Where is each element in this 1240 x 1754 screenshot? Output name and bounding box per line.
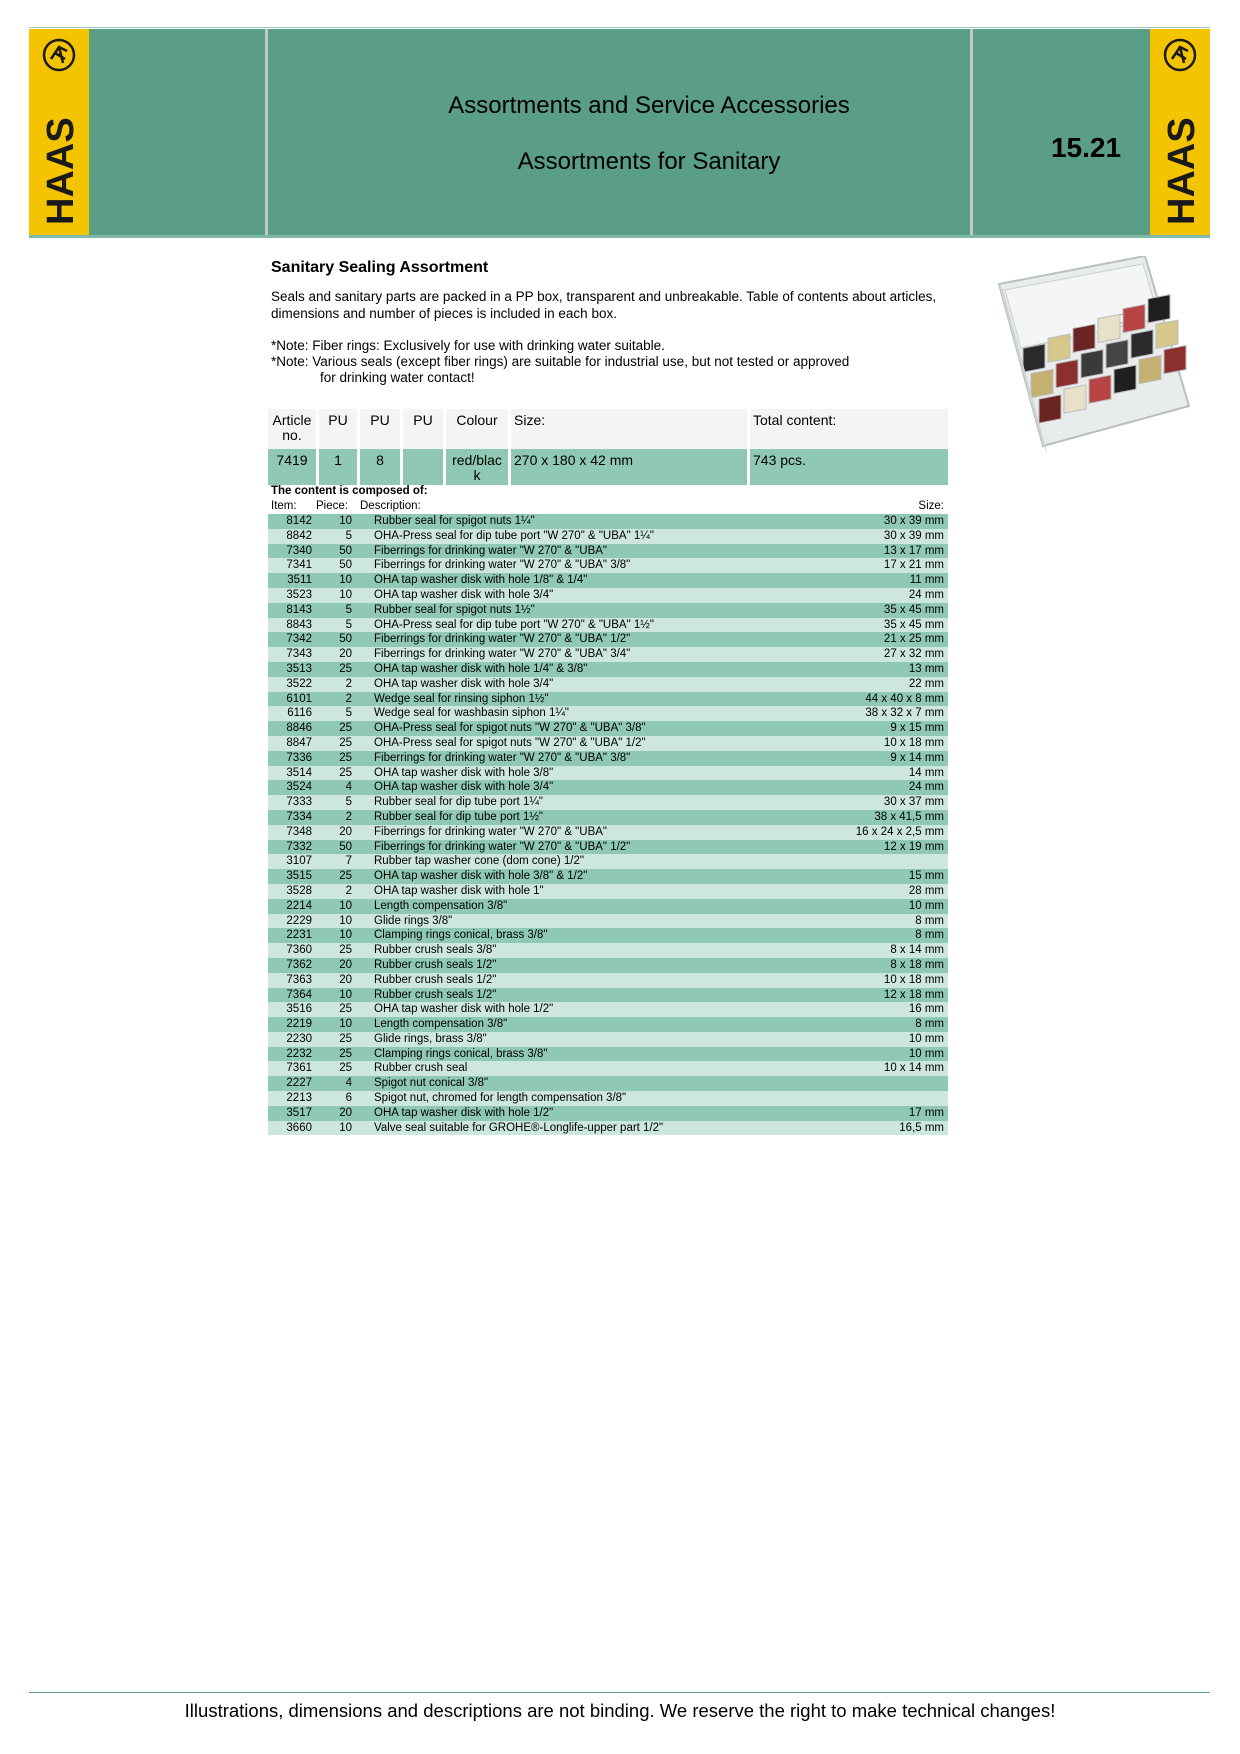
item-description: Rubber crush seals 1/2" [352, 958, 812, 973]
item-description: Rubber seal for dip tube port 1½" [352, 810, 812, 825]
item-size [812, 854, 948, 869]
table-row [268, 751, 948, 766]
table-row [268, 618, 948, 633]
table-row [268, 736, 948, 751]
piece-count: 4 [312, 780, 352, 795]
item-description: OHA tap washer disk with hole 3/4" [352, 780, 812, 795]
table-row [268, 825, 948, 840]
item-description: Spigot nut, chromed for length compensation 3/8" [352, 1091, 812, 1106]
header-pu: PU [319, 409, 360, 449]
item-description: Fiberrings for drinking water "W 270" & "UBA" [352, 544, 812, 559]
pu-value [403, 449, 446, 485]
item-description: Rubber seal for dip tube port 1¼" [352, 795, 812, 810]
header-pu: PU [403, 409, 446, 449]
piece-count: 10 [312, 573, 352, 588]
piece-count: 20 [312, 825, 352, 840]
item-number: 2229 [268, 914, 312, 929]
item-description: Rubber crush seals 1/2" [352, 988, 812, 1003]
box-compartment [1131, 330, 1153, 358]
item-number: 2219 [268, 1017, 312, 1032]
item-size: 35 x 45 mm [812, 618, 948, 633]
header-description: Description: [360, 500, 421, 512]
piece-count: 5 [312, 529, 352, 544]
item-description: Rubber crush seals 3/8" [352, 943, 812, 958]
piece-count: 10 [312, 928, 352, 943]
item-description: Rubber tap washer cone (dom cone) 1/2" [352, 854, 812, 869]
section-subtitle: Assortments for Sanitary [517, 148, 781, 175]
assortment-box-image [993, 256, 1191, 456]
item-description: OHA tap washer disk with hole 1/2" [352, 1002, 812, 1017]
piece-count: 20 [312, 958, 352, 973]
item-size: 10 mm [812, 1032, 948, 1047]
item-size [812, 1076, 948, 1091]
item-description: OHA tap washer disk with hole 1/4" & 3/8" [352, 662, 812, 677]
item-description: OHA-Press seal for dip tube port "W 270" & "UBA" 1¼" [352, 529, 812, 544]
item-description: Spigot nut conical 3/8" [352, 1076, 812, 1091]
item-description: OHA-Press seal for spigot nuts "W 270" & "UBA" 3/8" [352, 721, 812, 736]
item-number: 3528 [268, 884, 312, 899]
item-size: 17 x 21 mm [812, 558, 948, 573]
item-description: OHA tap washer disk with hole 1/8" & 1/4" [352, 573, 812, 588]
item-description: OHA tap washer disk with hole 3/8" & 1/2" [352, 869, 812, 884]
table-row [268, 706, 948, 721]
box-compartment [1098, 314, 1120, 342]
page-header [29, 29, 1210, 237]
item-number: 3513 [268, 662, 312, 677]
item-size: 16,5 mm [812, 1121, 948, 1136]
item-size: 12 x 19 mm [812, 840, 948, 855]
table-row [268, 854, 948, 869]
piece-count: 10 [312, 988, 352, 1003]
piece-count: 10 [312, 588, 352, 603]
item-number: 7341 [268, 558, 312, 573]
piece-count: 25 [312, 1047, 352, 1062]
item-size: 17 mm [812, 1106, 948, 1121]
piece-count: 5 [312, 795, 352, 810]
item-description: OHA tap washer disk with hole 3/8" [352, 766, 812, 781]
item-number: 3660 [268, 1121, 312, 1136]
header-underline [29, 235, 1210, 238]
product-description: Seals and sanitary parts are packed in a PP box, transparent and unbreakable. Table of contents about articles, dimensions and number of pieces is included in each box. [271, 289, 937, 321]
note-various-seals: *Note: Various seals (except fiber rings) are suitable for industrial use, but not tested or approved [271, 354, 850, 369]
item-description: Fiberrings for drinking water "W 270" & "UBA" 3/4" [352, 647, 812, 662]
item-number: 2232 [268, 1047, 312, 1062]
item-description: Fiberrings for drinking water "W 270" & "UBA" 3/8" [352, 558, 812, 573]
piece-count: 25 [312, 662, 352, 677]
item-size: 11 mm [812, 573, 948, 588]
item-size: 28 mm [812, 884, 948, 899]
piece-count: 5 [312, 706, 352, 721]
piece-count: 50 [312, 840, 352, 855]
item-description: OHA tap washer disk with hole 1/2" [352, 1106, 812, 1121]
table-row [268, 1002, 948, 1017]
item-description: Length compensation 3/8" [352, 899, 812, 914]
header-total-content: Total content: [750, 409, 948, 449]
table-row [268, 1032, 948, 1047]
item-description: Clamping rings conical, brass 3/8" [352, 1047, 812, 1062]
item-size: 24 mm [812, 588, 948, 603]
box-compartment [1056, 359, 1078, 387]
item-size: 9 x 14 mm [812, 751, 948, 766]
item-number: 8142 [268, 514, 312, 529]
item-number: 3516 [268, 1002, 312, 1017]
footer-rule [29, 1692, 1210, 1693]
item-description: Rubber crush seals 1/2" [352, 973, 812, 988]
table-row [268, 810, 948, 825]
box-compartment [1148, 295, 1170, 323]
item-size: 10 x 14 mm [812, 1061, 948, 1076]
item-number: 7342 [268, 632, 312, 647]
piece-count: 25 [312, 736, 352, 751]
item-description: Fiberrings for drinking water "W 270" & "UBA" 1/2" [352, 632, 812, 647]
item-description: OHA tap washer disk with hole 1" [352, 884, 812, 899]
item-description: Rubber seal for spigot nuts 1½" [352, 603, 812, 618]
piece-count: 2 [312, 810, 352, 825]
section-title: Assortments and Service Accessories [448, 92, 850, 119]
piece-count: 10 [312, 1121, 352, 1136]
item-size: 13 mm [812, 662, 948, 677]
item-description: Length compensation 3/8" [352, 1017, 812, 1032]
item-number: 6116 [268, 706, 312, 721]
header-item: Item: [271, 500, 297, 512]
item-size: 21 x 25 mm [812, 632, 948, 647]
piece-count: 25 [312, 766, 352, 781]
table-row [268, 514, 948, 529]
article-row [268, 449, 948, 485]
contents-table [268, 514, 948, 1135]
top-rule [29, 27, 1210, 28]
box-compartment [1114, 365, 1136, 393]
table-row [268, 677, 948, 692]
item-size: 22 mm [812, 677, 948, 692]
table-row [268, 529, 948, 544]
item-description: Fiberrings for drinking water "W 270" & "UBA" 1/2" [352, 840, 812, 855]
item-size: 35 x 45 mm [812, 603, 948, 618]
piece-count: 50 [312, 632, 352, 647]
item-size: 27 x 32 mm [812, 647, 948, 662]
table-row [268, 544, 948, 559]
item-number: 2230 [268, 1032, 312, 1047]
item-number: 6101 [268, 692, 312, 707]
table-row [268, 795, 948, 810]
piece-count: 10 [312, 899, 352, 914]
item-number: 2227 [268, 1076, 312, 1091]
product-title: Sanitary Sealing Assortment [271, 259, 489, 276]
table-row [268, 973, 948, 988]
item-size: 10 x 18 mm [812, 973, 948, 988]
haas-logo-left [29, 29, 89, 237]
item-number: 2231 [268, 928, 312, 943]
item-number: 7361 [268, 1061, 312, 1076]
piece-count: 25 [312, 721, 352, 736]
item-description: OHA-Press seal for dip tube port "W 270" & "UBA" 1½" [352, 618, 812, 633]
piece-count: 10 [312, 914, 352, 929]
item-size: 30 x 39 mm [812, 514, 948, 529]
item-size: 8 mm [812, 928, 948, 943]
table-row [268, 1017, 948, 1032]
logo-text: HAAS [40, 117, 82, 225]
item-size: 16 mm [812, 1002, 948, 1017]
box-compartment [1073, 324, 1095, 352]
table-row [268, 884, 948, 899]
piece-count: 2 [312, 677, 352, 692]
piece-count: 6 [312, 1091, 352, 1106]
item-description: Glide rings, brass 3/8" [352, 1032, 812, 1047]
item-number: 8843 [268, 618, 312, 633]
article-table [268, 409, 948, 485]
item-description: Clamping rings conical, brass 3/8" [352, 928, 812, 943]
note-various-seals-cont: for drinking water contact! [320, 370, 475, 385]
item-size: 38 x 32 x 7 mm [812, 706, 948, 721]
table-row [268, 869, 948, 884]
piece-count: 25 [312, 751, 352, 766]
item-number: 3524 [268, 780, 312, 795]
item-description: OHA tap washer disk with hole 3/4" [352, 588, 812, 603]
item-description: Rubber crush seal [352, 1061, 812, 1076]
size-value: 270 x 180 x 42 mm [511, 449, 750, 485]
header-divider [265, 29, 268, 237]
article-no: 7419 [268, 449, 319, 485]
box-compartment [1023, 344, 1045, 372]
item-number: 3522 [268, 677, 312, 692]
piece-count: 20 [312, 1106, 352, 1121]
article-table-header [268, 409, 948, 449]
table-row [268, 914, 948, 929]
table-row [268, 1061, 948, 1076]
logo-text: HAAS [1161, 117, 1203, 225]
table-row [268, 721, 948, 736]
box-compartment [1123, 304, 1145, 332]
piece-count: 50 [312, 558, 352, 573]
piece-count: 25 [312, 943, 352, 958]
table-row [268, 647, 948, 662]
piece-count: 2 [312, 692, 352, 707]
piece-count: 5 [312, 618, 352, 633]
item-size: 8 x 18 mm [812, 958, 948, 973]
item-number: 2213 [268, 1091, 312, 1106]
table-row [268, 692, 948, 707]
piece-count: 2 [312, 884, 352, 899]
item-number: 7343 [268, 647, 312, 662]
item-size: 16 x 24 x 2,5 mm [812, 825, 948, 840]
item-number: 7362 [268, 958, 312, 973]
piece-count: 10 [312, 514, 352, 529]
piece-count: 50 [312, 544, 352, 559]
box-compartment [1156, 320, 1178, 348]
header-divider [970, 29, 973, 237]
item-size: 15 mm [812, 869, 948, 884]
item-size: 8 mm [812, 914, 948, 929]
total-content-value: 743 pcs. [750, 449, 948, 485]
piece-count: 20 [312, 973, 352, 988]
piece-count: 10 [312, 1017, 352, 1032]
table-row [268, 1091, 948, 1106]
item-number: 8846 [268, 721, 312, 736]
table-row [268, 988, 948, 1003]
item-description: OHA-Press seal for spigot nuts "W 270" & "UBA" 1/2" [352, 736, 812, 751]
item-number: 3107 [268, 854, 312, 869]
item-number: 7348 [268, 825, 312, 840]
header-size: Size: [918, 500, 944, 512]
box-compartment [1039, 395, 1061, 423]
item-number: 8847 [268, 736, 312, 751]
table-row [268, 943, 948, 958]
item-size: 30 x 39 mm [812, 529, 948, 544]
box-compartment [1081, 350, 1103, 378]
contents-header [268, 500, 948, 514]
table-row [268, 899, 948, 914]
header-size: Size: [511, 409, 750, 449]
product-photo [993, 256, 1191, 456]
item-description: Wedge seal for washbasin siphon 1¼" [352, 706, 812, 721]
item-size: 9 x 15 mm [812, 721, 948, 736]
pu-value: 1 [319, 449, 360, 485]
piece-count: 7 [312, 854, 352, 869]
table-row [268, 958, 948, 973]
table-row [268, 573, 948, 588]
item-size: 30 x 37 mm [812, 795, 948, 810]
item-number: 7332 [268, 840, 312, 855]
item-size: 44 x 40 x 8 mm [812, 692, 948, 707]
box-compartment [1164, 345, 1186, 373]
item-number: 3514 [268, 766, 312, 781]
item-size: 14 mm [812, 766, 948, 781]
piece-count: 5 [312, 603, 352, 618]
table-row [268, 840, 948, 855]
table-row [268, 1121, 948, 1136]
footer-disclaimer: Illustrations, dimensions and descriptions are not binding. We reserve the right to make technical changes! [184, 1700, 1056, 1721]
item-number: 7364 [268, 988, 312, 1003]
contents-caption: The content is composed of: [271, 485, 428, 497]
table-row [268, 1106, 948, 1121]
item-number: 7363 [268, 973, 312, 988]
piece-count: 25 [312, 869, 352, 884]
table-row [268, 558, 948, 573]
item-number: 7336 [268, 751, 312, 766]
item-number: 7340 [268, 544, 312, 559]
piece-count: 25 [312, 1002, 352, 1017]
item-description: Rubber seal for spigot nuts 1¼" [352, 514, 812, 529]
item-size: 8 x 14 mm [812, 943, 948, 958]
header-pu: PU [360, 409, 403, 449]
table-row [268, 603, 948, 618]
item-number: 7360 [268, 943, 312, 958]
header-colour: Colour [446, 409, 511, 449]
item-number: 7333 [268, 795, 312, 810]
box-compartment [1139, 355, 1161, 383]
table-row [268, 632, 948, 647]
item-description: Wedge seal for rinsing siphon 1½" [352, 692, 812, 707]
item-description: Fiberrings for drinking water "W 270" & "UBA" 3/8" [352, 751, 812, 766]
item-number: 8143 [268, 603, 312, 618]
box-compartment [1031, 369, 1053, 397]
item-number: 8842 [268, 529, 312, 544]
item-size: 12 x 18 mm [812, 988, 948, 1003]
item-size: 24 mm [812, 780, 948, 795]
header-piece: Piece: [316, 500, 348, 512]
note-fiber-rings: *Note: Fiber rings: Exclusively for use with drinking water suitable. [271, 338, 665, 353]
item-size [812, 1091, 948, 1106]
table-row [268, 780, 948, 795]
table-row [268, 588, 948, 603]
item-description: Glide rings 3/8" [352, 914, 812, 929]
piece-count: 4 [312, 1076, 352, 1091]
item-size: 38 x 41,5 mm [812, 810, 948, 825]
item-description: Valve seal suitable for GROHE®-Longlife-upper part 1/2" [352, 1121, 812, 1136]
piece-count: 25 [312, 1061, 352, 1076]
box-compartment [1089, 375, 1111, 403]
table-row [268, 1047, 948, 1062]
table-row [268, 766, 948, 781]
item-number: 3511 [268, 573, 312, 588]
item-number: 3517 [268, 1106, 312, 1121]
box-compartment [1106, 340, 1128, 368]
box-compartment [1064, 385, 1086, 413]
colour-value: red/black [446, 449, 511, 485]
piece-count: 20 [312, 647, 352, 662]
item-number: 7334 [268, 810, 312, 825]
box-compartment [1048, 334, 1070, 362]
item-description: OHA tap washer disk with hole 3/4" [352, 677, 812, 692]
item-size: 10 mm [812, 899, 948, 914]
table-row [268, 1076, 948, 1091]
page-number: 15.21 [1050, 132, 1122, 163]
header-article-no: Article no. [268, 409, 319, 449]
pu-value: 8 [360, 449, 403, 485]
item-number: 2214 [268, 899, 312, 914]
item-description: Fiberrings for drinking water "W 270" & "UBA" [352, 825, 812, 840]
piece-count: 25 [312, 1032, 352, 1047]
item-number: 3515 [268, 869, 312, 884]
item-size: 13 x 17 mm [812, 544, 948, 559]
item-size: 10 x 18 mm [812, 736, 948, 751]
table-row [268, 928, 948, 943]
item-size: 10 mm [812, 1047, 948, 1062]
item-size: 8 mm [812, 1017, 948, 1032]
table-row [268, 662, 948, 677]
item-number: 3523 [268, 588, 312, 603]
haas-logo-icon [29, 29, 89, 237]
